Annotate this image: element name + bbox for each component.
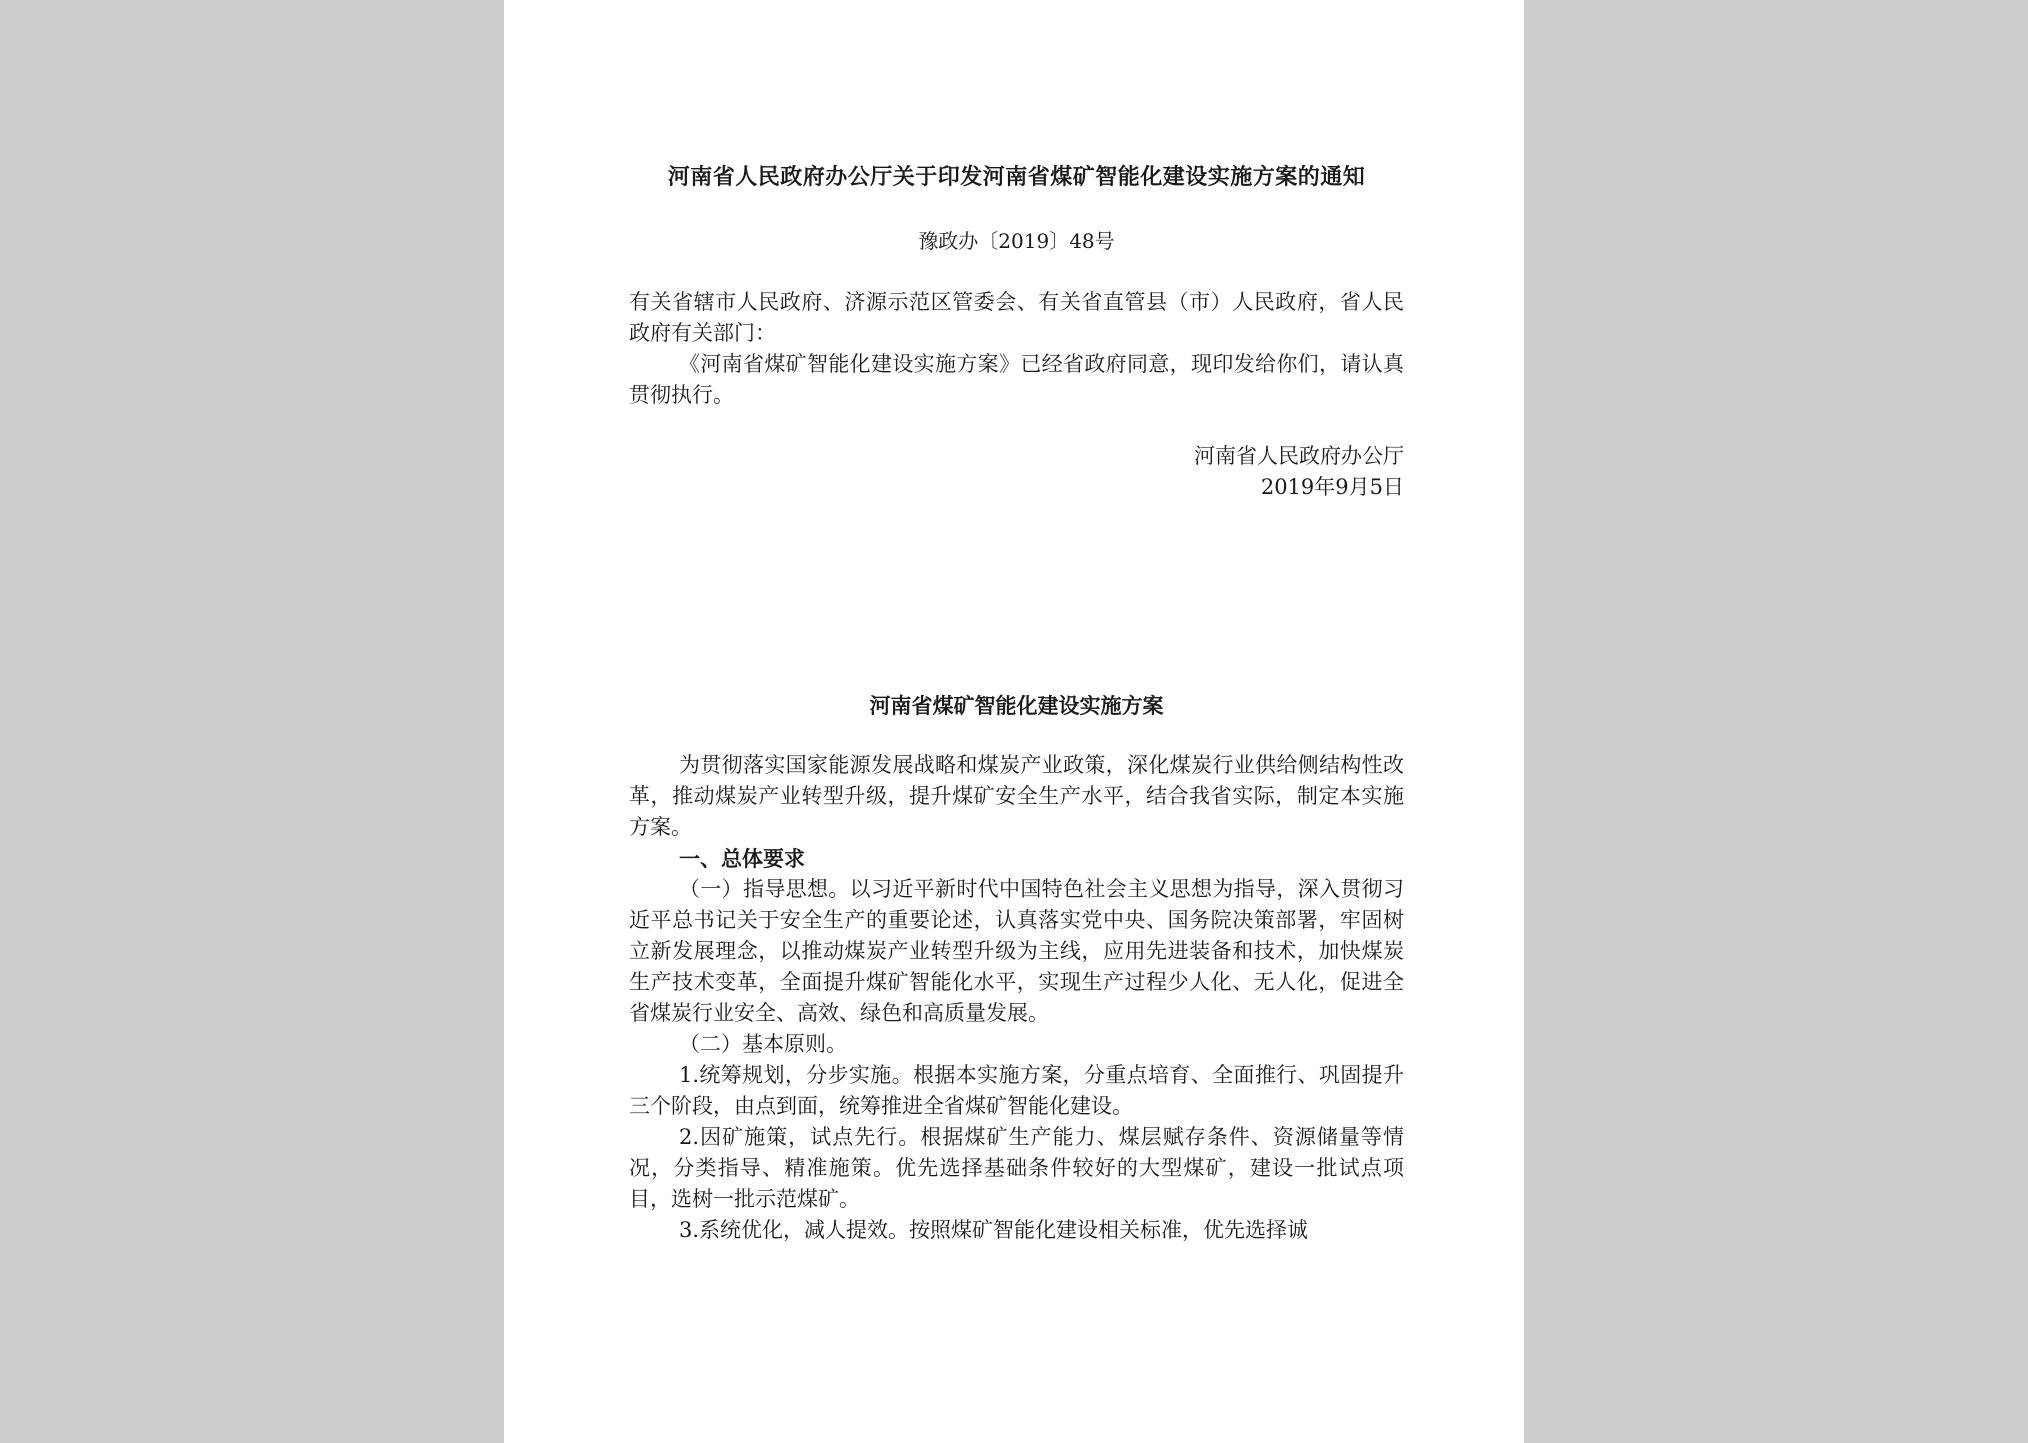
section-heading: 一、总体要求 [679, 846, 805, 871]
addressee: 有关省辖市人民政府、济源示范区管委会、有关省直管县（市）人民政府，省人民政府有关部门： [629, 290, 1404, 345]
plan-intro: 为贯彻落实国家能源发展战略和煤炭产业政策，深化煤炭行业供给侧结构性改革，推动煤炭产业转型升级，提升煤矿安全生产水平，结合我省实际，制定本实施方案。 [629, 753, 1404, 839]
guiding-thought: （一）指导思想。以习近平新时代中国特色社会主义思想为指导，深入贯彻习近平总书记关于安全生产的重要论述，认真落实党中央、国务院决策部署，牢固树立新发展理念，以推动煤炭产业转型升级为主线，应用先进装备和技术，加快煤炭生产技术变革，全面提升煤矿智能化水平，实现生产过程少人化、无人化，促进全省煤炭行业安全、高效、绿色和高质量发展。 [629, 877, 1404, 1025]
basic-principles-heading: （二）基本原则。 [679, 1032, 847, 1056]
document-number: 豫政办〔2019〕48号 [918, 229, 1115, 253]
notice-title: 河南省人民政府办公厅关于印发河南省煤矿智能化建设实施方案的通知 [667, 164, 1366, 190]
signature-org: 河南省人民政府办公厅 [1194, 444, 1404, 468]
notice-intro: 《河南省煤矿智能化建设实施方案》已经省政府同意，现印发给你们，请认真贯彻执行。 [629, 352, 1404, 407]
signature-block [629, 441, 1404, 503]
principle-1: 1.统筹规划，分步实施。根据本实施方案，分重点培育、全面推行、巩固提升三个阶段，由点到面，统筹推进全省煤矿智能化建设。 [629, 1063, 1404, 1118]
principle-3: 3.系统优化，减人提效。按照煤矿智能化建设相关标准，优先选择诚 [679, 1218, 1309, 1242]
principle-2: 2.因矿施策，试点先行。根据煤矿生产能力、煤层赋存条件、资源储量等情况，分类指导、精准施策。优先选择基础条件较好的大型煤矿，建设一批试点项目，选树一批示范煤矿。 [629, 1125, 1404, 1211]
signature-date: 2019年9月5日 [1260, 475, 1404, 499]
plan-title: 河南省煤矿智能化建设实施方案 [869, 693, 1164, 718]
document-page [504, 0, 1524, 1443]
plan-body [629, 750, 1404, 1246]
